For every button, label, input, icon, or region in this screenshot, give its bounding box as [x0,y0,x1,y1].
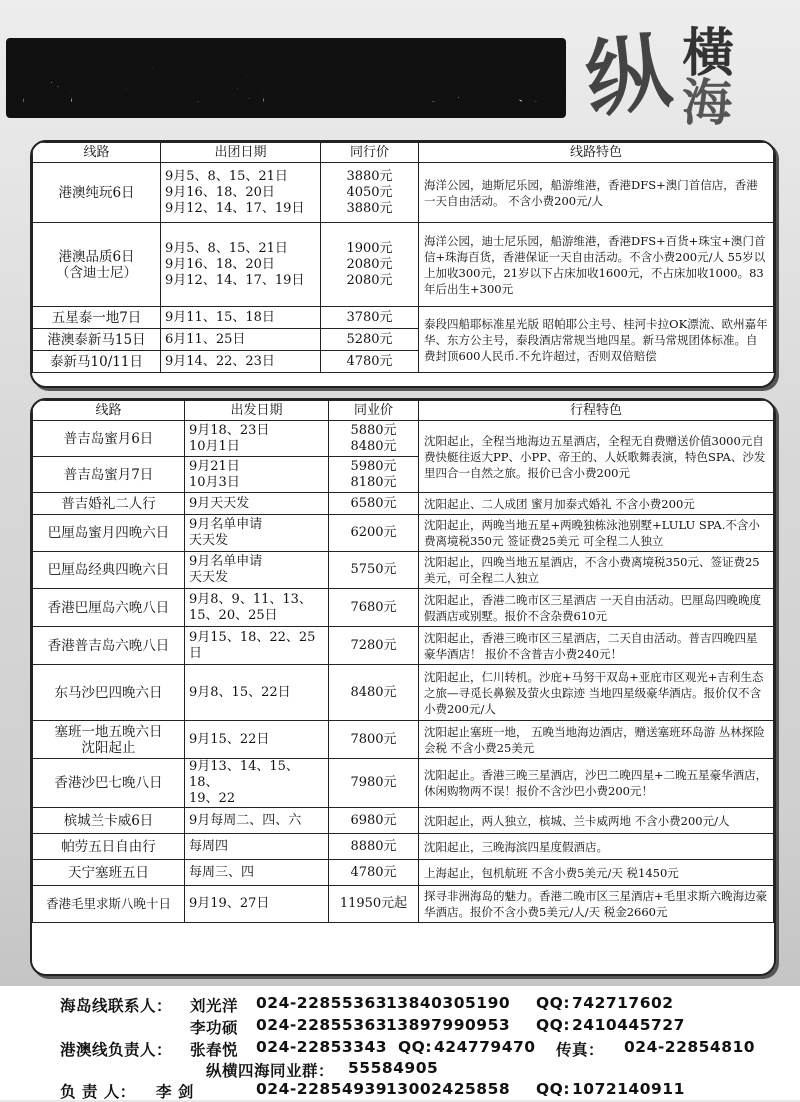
route-price: 6580元 [329,493,419,515]
route-dates: 6月11、25日 [161,329,321,351]
contact-phone: 024-22853343 [256,1038,388,1056]
route-price: 7680元 [329,589,419,627]
route-feature: 沈阳起止、二人成团 蜜月加泰式婚礼 不含小费200元 [419,493,774,515]
contact-name: 李 剑 [156,1083,194,1101]
route-feature: 沈阳起止，香港三晚市区三星酒店，二天自由活动。普吉四晚四星豪华酒店！ 报价不含普吉小费240元！ [419,627,774,665]
route-feature: 沈阳起止，仁川转机。沙庇+马努干双岛+亚庇市区观光+吉利生态之旅—寻觅长鼻猴及萤火虫踪迹 当地四星级豪华酒店。报价仅不含小费200元/人 [419,665,774,721]
route-dates: 9月名单申请 天天发 [185,552,329,589]
qq-label: QQ: [536,1080,571,1098]
table-row [33,589,774,627]
header-route: 线路 [33,401,185,421]
route-dates: 9月15、22日 [185,721,329,759]
route-price: 8880元 [329,834,419,860]
island-table [32,400,774,923]
manager-line [60,1080,780,1100]
route-feature: 沈阳起止。香港三晚三星酒店，沙巴二晚四星+二晚五星豪华酒店，休闲购物两不误！报价不含沙巴小费200元！ [419,759,774,808]
hkmo-contact-line [60,1038,790,1058]
logo-glyph-2: 橫 [682,24,735,84]
table-header-row [33,143,774,163]
contact-qq: 424779470 [434,1038,536,1056]
contact-qq: 742717602 [572,994,674,1012]
route-price: 6200元 [329,515,419,552]
route-feature: 沈阳起止，三晚海滨四星度假酒店。 [419,834,774,860]
island-contact-line-2 [60,1016,780,1036]
contact-footer [0,986,800,1100]
table-row [33,808,774,834]
contact-mobile: 13840305190 [386,994,511,1012]
header-price: 同行价 [321,143,419,163]
route-name: 巴厘岛蜜月四晚六日 [33,515,185,552]
table-row [33,834,774,860]
route-name: 香港巴厘岛六晚八日 [33,589,185,627]
route-price: 1900元 2080元 2080元 [321,223,419,307]
contact-name: 张春悦 [190,1041,239,1059]
route-feature: 上海起止，包机航班 不含小费5美元/天 税1450元 [419,860,774,886]
table-row [33,627,774,665]
route-price: 7800元 [329,721,419,759]
table-row [33,721,774,759]
fax-label: 传真： [556,1041,605,1059]
route-dates: 每周四 [185,834,329,860]
route-price: 4780元 [329,860,419,886]
header-price: 同业价 [329,401,419,421]
group-number: 55584905 [348,1059,439,1077]
contact-name: 刘光洋 [190,997,239,1015]
route-name: 普吉岛蜜月7日 [33,457,185,493]
route-price: 5280元 [321,329,419,351]
merged-route-feature: 沈阳起止，全程当地海边五星酒店，全程无自费赠送价值3000元自费快艇往返大PP、小PP、帝王的、人妖歌舞表演，特色SPA、沙发里四合一自然之旅。报价已含小费200元 [419,421,774,493]
merged-route-feature: 泰段四船耶标准星光版 昭帕耶公主号、桂河卡拉OK漂流、欧州嘉年华、东方公主号，泰段酒店常规当地四星。新马常规团体标准。自费封顶600人民币.不允许超过，否则双倍赔偿 [419,307,774,373]
group-line [206,1059,506,1079]
route-feature: 沈阳起止塞班一地， 五晚当地海边酒店，赠送塞班环岛游 丛林探险会税 不含小费25美元 [419,721,774,759]
route-price: 6980元 [329,808,419,834]
contact-mobile: 13002425858 [386,1080,511,1098]
table-row [33,223,774,307]
route-name: 港澳品质6日 （含迪士尼） [33,223,161,307]
table-row [33,860,774,886]
route-name: 巴厘岛经典四晚六日 [33,552,185,589]
table-row [33,515,774,552]
route-feature: 沈阳起止，四晚当地五星酒店，不含小费离境税350元、签证费25美元，可全程二人独立 [419,552,774,589]
table-row [33,493,774,515]
contact-qq: 2410445727 [572,1016,685,1034]
route-dates: 9月19、27日 [185,886,329,923]
route-feature: 沈阳起止，两人独立，槟城、兰卡威两地 不含小费200元/人 [419,808,774,834]
contact-fax: 024-22854810 [624,1038,756,1056]
route-name: 香港普吉岛六晚八日 [33,627,185,665]
island-contact-line-1 [60,994,780,1014]
header-route: 线路 [33,143,161,163]
contact-qq: 1072140911 [572,1080,685,1098]
route-feature: 沈阳起止，两晚当地五星+两晚独栋泳池别墅+LULU SPA.不含小费离境税350元 签证费25美元 可全程二人独立 [419,515,774,552]
header-features: 行程特色 [419,401,774,421]
route-name: 港澳纯玩6日 [33,163,161,223]
route-name: 香港沙巴七晚八日 [33,759,185,808]
header-dates: 出团日期 [161,143,321,163]
route-price: 8480元 [329,665,419,721]
route-name: 泰新马10/11日 [33,351,161,373]
table-row [33,552,774,589]
table-row [33,307,774,329]
route-dates: 9月18、23日 10月1日 [185,421,329,457]
logo-glyph-1: 纵 [579,21,677,131]
contact-phone: 024-22855363 [256,1016,388,1034]
route-name: 普吉婚礼二人行 [33,493,185,515]
route-dates: 9月11、15、18日 [161,307,321,329]
table-row [33,421,774,457]
route-name: 东马沙巴四晚六日 [33,665,185,721]
route-name: 香港毛里求斯八晚十日 [33,886,185,923]
route-dates: 9月13、14、15、18、 19、22 [185,759,329,808]
header-features: 线路特色 [419,143,774,163]
route-feature: 沈阳起止，香港二晚市区三星酒店 一天自由活动。巴厘岛四晚晚度假酒店或别墅。报价不含杂费610元 [419,589,774,627]
island-contact-label: 海岛线联系人： [60,997,173,1015]
route-dates: 9月21日 10月3日 [185,457,329,493]
route-dates: 9月每周二、四、六 [185,808,329,834]
route-dates: 9月8、15、22日 [185,665,329,721]
manager-label: 负 责 人： [60,1083,136,1101]
route-price: 5980元 8180元 [329,457,419,493]
qq-label: QQ: [536,1016,571,1034]
route-price: 7280元 [329,627,419,665]
logo-glyph-3: 海 [682,74,732,132]
contact-mobile: 13897990953 [386,1016,511,1034]
contact-phone: 024-22855363 [256,994,388,1012]
route-dates: 9月天天发 [185,493,329,515]
route-dates: 9月8、9、11、13、 15、20、25日 [185,589,329,627]
route-name: 帕劳五日自由行 [33,834,185,860]
header-dates: 出发日期 [185,401,329,421]
table-row [33,886,774,923]
table-row [33,759,774,808]
route-feature: 探寻非洲海岛的魅力。香港二晚市区三星酒店+毛里求斯六晚海边豪华酒店。报价不含小费5美元/人/天 税金2660元 [419,886,774,923]
hk-macau-table [32,142,774,373]
route-name: 五星泰一地7日 [33,307,161,329]
route-price: 5750元 [329,552,419,589]
brand-logo [579,21,778,132]
table-row [33,163,774,223]
route-name: 港澳泰新马15日 [33,329,161,351]
route-price: 5880元 8480元 [329,421,419,457]
route-dates: 每周三、四 [185,860,329,886]
route-price: 3780元 [321,307,419,329]
qq-label: QQ: [536,994,571,1012]
route-price: 7980元 [329,759,419,808]
hk-macau-thailand-panel [30,140,776,388]
route-name: 槟城兰卡威6日 [33,808,185,834]
contact-phone: 024-22854939 [256,1080,388,1098]
page-title: 港澳东南亚海岛九月计划 [16,57,544,112]
island-panel [30,398,776,976]
group-label: 纵横四海同业群： [206,1062,335,1080]
table-header-row [33,401,774,421]
route-dates: 9月5、8、15、21日 9月16、18、20日 9月12、14、17、19日 [161,163,321,223]
route-dates: 9月14、22、23日 [161,351,321,373]
route-name: 天宁塞班五日 [33,860,185,886]
route-feature: 海洋公园，迪士尼乐园，船游维港，香港DFS+百货+珠宝+澳门首信+珠海百货，香港保证一天自由活动。不含小费200元/人 55岁以上加收300元，21岁以下占床加收1600元，不占床加收1000。83年后出生+300元 [419,223,774,307]
route-dates: 9月名单申请 天天发 [185,515,329,552]
route-dates: 9月15、18、22、25 日 [185,627,329,665]
qq-label: QQ: [398,1038,433,1056]
table-row [33,665,774,721]
hkmo-label: 港澳线负责人： [60,1041,173,1059]
route-price: 11950元起 [329,886,419,923]
route-feature: 海洋公园，迪斯尼乐园，船游维港，香港DFS+澳门首信店，香港一天自由活动。 不含小费200元/人 [419,163,774,223]
route-name: 普吉岛蜜月6日 [33,421,185,457]
route-dates: 9月5、8、15、21日 9月16、18、20日 9月12、14、17、19日 [161,223,321,307]
contact-name: 李功硕 [190,1019,239,1037]
route-price: 3880元 4050元 3880元 [321,163,419,223]
route-price: 4780元 [321,351,419,373]
route-name: 塞班一地五晚六日 沈阳起止 [33,721,185,759]
